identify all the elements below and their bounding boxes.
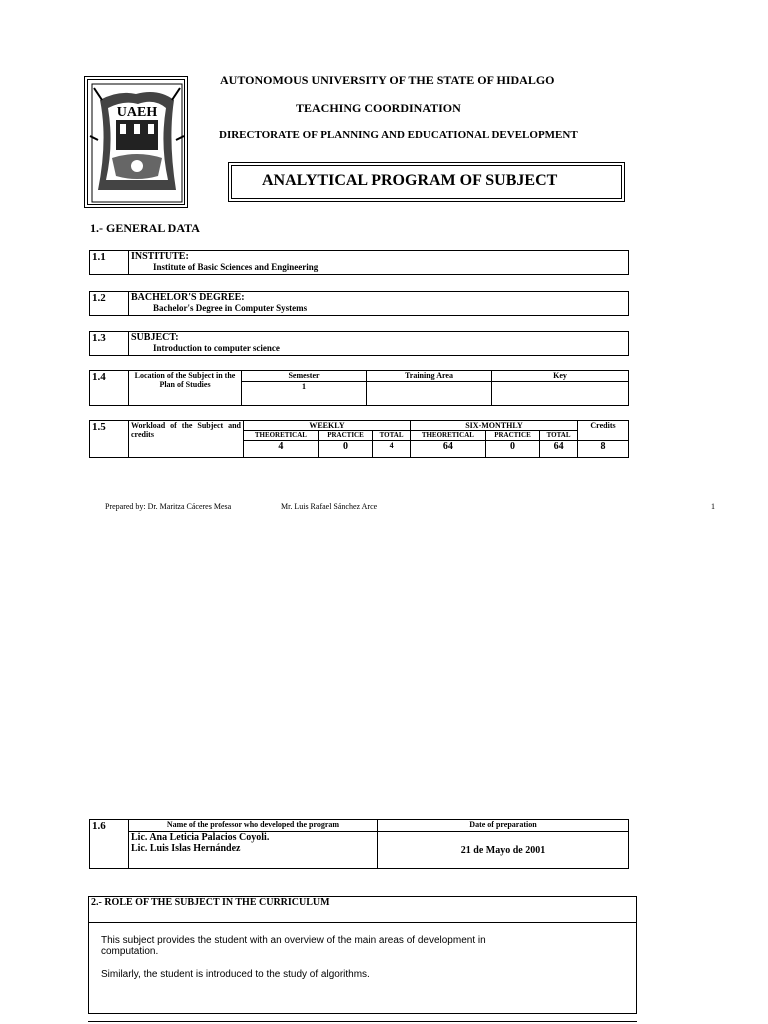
logo-lettering: UAEH	[116, 105, 158, 120]
institute-label: INSTITUTE:	[131, 251, 189, 262]
subject-table	[89, 331, 629, 356]
weekly-header: WEEKLY	[244, 421, 411, 431]
subject-cell	[129, 332, 629, 356]
role-section	[88, 896, 637, 1014]
key-value	[492, 382, 629, 406]
professor-name-header: Name of the professor who developed the program	[129, 820, 378, 832]
six-practice-value: 0	[485, 441, 539, 458]
university-name: AUTONOMOUS UNIVERSITY OF THE STATE OF HIDALGO	[220, 73, 555, 87]
weekly-total-header: TOTAL	[373, 431, 411, 441]
degree-cell	[129, 292, 629, 316]
weekly-practice-header: PRACTICE	[318, 431, 372, 441]
weekly-practice-value: 0	[318, 441, 372, 458]
six-total-value: 64	[540, 441, 578, 458]
date-value: 21 de Mayo de 2001	[378, 832, 629, 869]
row-number: 1.3	[90, 332, 129, 356]
institute-cell	[129, 251, 629, 275]
program-title: ANALYTICAL PROGRAM OF SUBJECT	[231, 165, 622, 199]
prepared-by: Prepared by: Dr. Maritza Cáceres Mesa	[105, 502, 232, 511]
row-number: 1.6	[90, 820, 129, 869]
six-theoretical-header: THEORETICAL	[410, 431, 485, 441]
program-title-box	[228, 162, 625, 202]
semester-value: 1	[242, 382, 367, 406]
institute-value: Institute of Basic Sciences and Engineering	[153, 262, 319, 272]
page-number: 1	[711, 502, 715, 511]
date-header: Date of preparation	[378, 820, 629, 832]
degree-label: BACHELOR'S DEGREE:	[131, 292, 245, 303]
training-area-header: Training Area	[367, 371, 492, 382]
weekly-theoretical-value: 4	[244, 441, 319, 458]
weekly-total-value: 4	[373, 441, 411, 458]
directorate: DIRECTORATE OF PLANNING AND EDUCATIONAL DEVELOPMENT	[219, 129, 578, 141]
degree-table	[89, 291, 629, 316]
institute-table	[89, 250, 629, 275]
location-label: Location of the Subject in the Plan of Studies	[129, 371, 242, 406]
professor-table	[89, 819, 629, 869]
six-practice-header: PRACTICE	[485, 431, 539, 441]
key-header: Key	[492, 371, 629, 382]
section1-title: 1.- GENERAL DATA	[90, 221, 200, 235]
workload-label: Workload of the Subject and credits	[129, 421, 244, 458]
row-number: 1.4	[90, 371, 129, 406]
six-total-header: TOTAL	[540, 431, 578, 441]
location-table	[89, 370, 629, 406]
role-paragraph-2: Similarly, the student is introduced to the study of algorithms.	[101, 969, 370, 980]
logo-emblem-icon	[88, 80, 186, 206]
weekly-theoretical-header: THEORETICAL	[244, 431, 319, 441]
credits-header: Credits	[578, 421, 629, 441]
six-monthly-header: SIX-MONTHLY	[410, 421, 577, 431]
subject-value: Introduction to computer science	[153, 343, 280, 353]
teaching-coordination: TEACHING COORDINATION	[296, 101, 461, 115]
semester-header: Semester	[242, 371, 367, 382]
professor-names	[129, 832, 378, 869]
logo-frame	[87, 79, 185, 205]
row-number: 1.5	[90, 421, 129, 458]
bottom-rule	[88, 1021, 637, 1022]
university-logo	[84, 76, 188, 208]
subject-label: SUBJECT:	[131, 332, 179, 343]
second-author: Mr. Luis Rafael Sánchez Arce	[281, 502, 378, 511]
row-number: 1.1	[90, 251, 129, 275]
workload-table	[89, 420, 629, 458]
role-paragraph-1: This subject provides the student with an overview of the main areas of development in computation.	[101, 935, 486, 957]
professor-name-1: Lic. Ana Leticia Palacios Coyoli.	[131, 832, 270, 843]
row-number: 1.2	[90, 292, 129, 316]
credits-value: 8	[578, 441, 629, 458]
role-section-title: 2.- ROLE OF THE SUBJECT IN THE CURRICULUM	[89, 897, 636, 923]
training-area-value	[367, 382, 492, 406]
six-theoretical-value: 64	[410, 441, 485, 458]
degree-value: Bachelor's Degree in Computer Systems	[153, 303, 308, 313]
professor-name-2: Lic. Luis Islas Hernández	[131, 843, 241, 854]
